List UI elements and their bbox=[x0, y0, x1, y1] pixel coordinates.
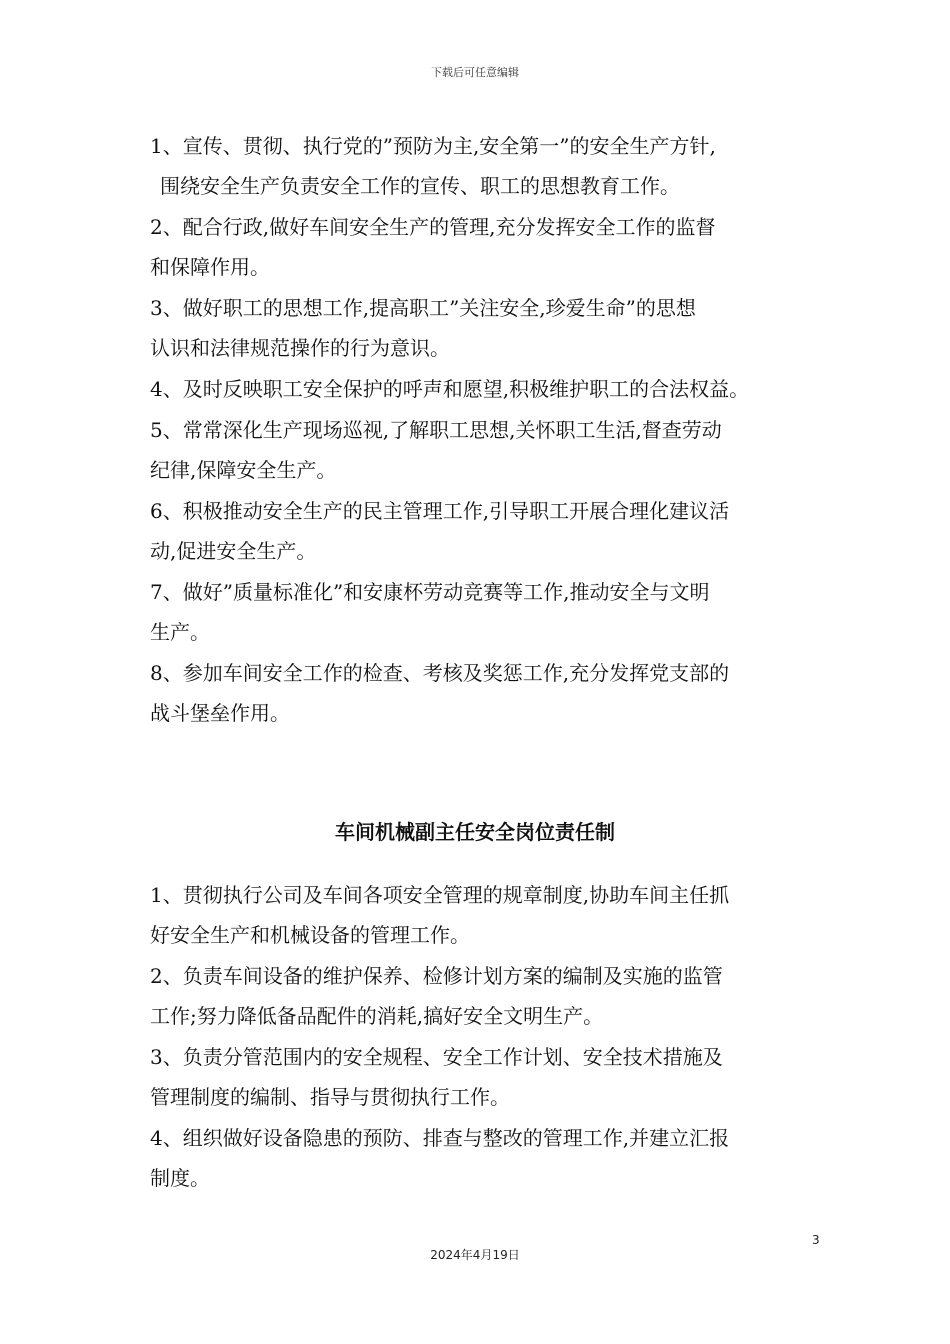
paragraph-line: 6、积极推动安全生产的民主管理工作,引导职工开展合理化建议活 bbox=[150, 499, 730, 523]
section-title: 车间机械副主任安全岗位责任制 bbox=[335, 820, 615, 844]
paragraph-line: 战斗堡垒作用。 bbox=[150, 701, 290, 725]
list-item bbox=[150, 1037, 840, 1117]
paragraph-line: 1、贯彻执行公司及车间各项安全管理的规章制度,协助车间主任抓 bbox=[150, 883, 730, 907]
paragraph-line: 4、及时反映职工安全保护的呼声和愿望,积极维护职工的合法权益。 bbox=[150, 377, 750, 401]
list-item bbox=[150, 1118, 840, 1198]
paragraph-line: 好安全生产和机械设备的管理工作。 bbox=[150, 923, 470, 947]
paragraph-line: 动,促进安全生产。 bbox=[150, 539, 317, 563]
paragraph-line: 5、常常深化生产现场巡视,了解职工思想,关怀职工生活,督查劳动 bbox=[150, 418, 722, 442]
paragraph-line: 制度。 bbox=[150, 1166, 210, 1190]
paragraph-line: 4、组织做好设备隐患的预防、排查与整改的管理工作,并建立汇报 bbox=[150, 1126, 730, 1150]
list-item bbox=[150, 207, 840, 287]
page-header: 下载后可任意编辑 bbox=[431, 66, 519, 79]
paragraph-line: 2、配合行政,做好车间安全生产的管理,充分发挥安全工作的监督 bbox=[150, 215, 716, 239]
paragraph-line: 7、做好”质量标准化”和安康杯劳动竞赛等工作,推动安全与文明 bbox=[150, 580, 710, 604]
paragraph-line: 认识和法律规范操作的行为意识。 bbox=[150, 336, 450, 360]
list-item bbox=[150, 956, 840, 1036]
footer-date: 2024年4月19日 bbox=[430, 1248, 520, 1262]
paragraph-line: 生产。 bbox=[150, 620, 210, 644]
paragraph-line: 工作;努力降低备品配件的消耗,搞好安全文明生产。 bbox=[150, 1004, 604, 1028]
paragraph-line: 纪律,保障安全生产。 bbox=[150, 458, 337, 482]
paragraph-line: 2、负责车间设备的维护保养、检修计划方案的编制及实施的监管 bbox=[150, 964, 723, 988]
list-item bbox=[150, 126, 840, 206]
paragraph-line: 和保障作用。 bbox=[150, 255, 270, 279]
list-item bbox=[150, 653, 840, 733]
list-item bbox=[150, 875, 840, 955]
list-item bbox=[150, 369, 840, 409]
list-item bbox=[150, 288, 840, 368]
paragraph-line: 8、参加车间安全工作的检查、考核及奖惩工作,充分发挥党支部的 bbox=[150, 661, 730, 685]
paragraph-line: 1、宣传、贯彻、执行党的”预防为主,安全第一”的安全生产方针, bbox=[150, 134, 716, 158]
paragraph-line: 3、负责分管范围内的安全规程、安全工作计划、安全技术措施及 bbox=[150, 1045, 723, 1069]
list-item bbox=[150, 410, 840, 490]
page-number: 3 bbox=[812, 1233, 820, 1247]
paragraph-line: 管理制度的编制、指导与贯彻执行工作。 bbox=[150, 1085, 510, 1109]
list-item bbox=[150, 572, 840, 652]
paragraph-line: 围绕安全生产负责安全工作的宣传、职工的思想教育工作。 bbox=[160, 174, 680, 198]
paragraph-line: 3、做好职工的思想工作,提高职工”关注安全,珍爱生命”的思想 bbox=[150, 296, 696, 320]
list-item bbox=[150, 491, 840, 571]
